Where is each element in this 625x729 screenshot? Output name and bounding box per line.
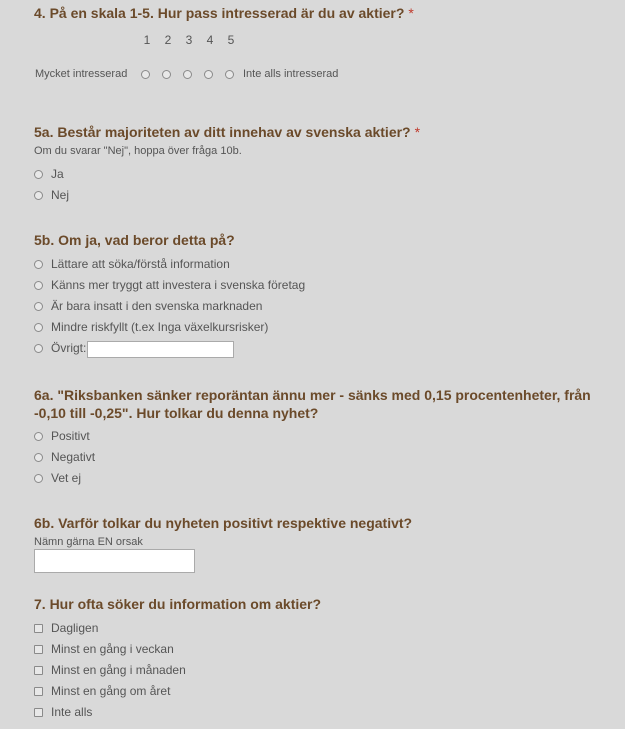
- q5a-required-mark: *: [414, 124, 421, 140]
- radio-button[interactable]: [34, 260, 43, 269]
- q5b-option-3[interactable]: [34, 299, 262, 313]
- q6a-option-vet-ej[interactable]: [34, 471, 81, 485]
- q5a-option-nej[interactable]: [34, 188, 69, 202]
- q6b-title: 6b. Varför tolkar du nyheten positivt respektive negativt?: [34, 515, 413, 531]
- option-label: Är bara insatt i den svenska marknaden: [51, 299, 263, 313]
- q4-left-label: Mycket intresserad: [35, 68, 128, 80]
- q7-option-1[interactable]: [34, 621, 98, 635]
- q5b-other-input[interactable]: [87, 341, 234, 358]
- radio-button[interactable]: [34, 474, 43, 483]
- q4-radio-3[interactable]: [183, 70, 192, 79]
- q4-radio-5[interactable]: [225, 70, 234, 79]
- q4-required-mark: *: [408, 5, 414, 21]
- option-label: Mindre riskfyllt (t.ex Inga växelkursrisker): [51, 320, 269, 334]
- option-label: Känns mer tryggt att investera i svenska företag: [51, 278, 306, 292]
- q5b-option-2[interactable]: [34, 278, 305, 292]
- q4-scale-number-3: 3: [185, 33, 193, 47]
- q4-radio-1[interactable]: [141, 70, 150, 79]
- q6a-title: 6a. "Riksbanken sänker reporäntan ännu mer - sänks med 0,15 procentenheter, från -0,10 till -0,25". Hur tolkar du denna nyhet?: [34, 387, 591, 421]
- radio-button[interactable]: [34, 281, 43, 290]
- q5a-title-text: 5a. Består majoriteten av ditt innehav av svenska aktier?: [34, 124, 411, 140]
- radio-button[interactable]: [34, 302, 43, 311]
- option-label: Ja: [51, 167, 64, 181]
- q6a-option-negativt[interactable]: [34, 450, 95, 464]
- q4-radio-2[interactable]: [162, 70, 171, 79]
- q4-title-text: 4. På en skala 1-5. Hur pass intresserad är du av aktier?: [34, 5, 405, 21]
- q4-title: [34, 4, 414, 22]
- option-label: Inte alls: [51, 705, 93, 719]
- q5b-option-1[interactable]: [34, 257, 230, 271]
- option-label: Negativt: [51, 450, 96, 464]
- q4-radio-4[interactable]: [204, 70, 213, 79]
- q6a-option-positivt[interactable]: [34, 429, 90, 443]
- q7-option-2[interactable]: [34, 642, 174, 656]
- q4-scale-number-2: 2: [164, 33, 172, 47]
- radio-button[interactable]: [34, 170, 43, 179]
- q7-option-5[interactable]: [34, 705, 92, 719]
- option-label: Vet ej: [51, 471, 82, 485]
- q7-option-4[interactable]: [34, 684, 170, 698]
- radio-button[interactable]: [34, 191, 43, 200]
- option-label: Övrigt:: [51, 341, 87, 355]
- option-label: Nej: [51, 188, 70, 202]
- option-label: Lättare att söka/förstå information: [51, 257, 230, 271]
- q5a-help-text: Om du svarar "Nej", hoppa över fråga 10b.: [34, 145, 242, 157]
- option-label: Minst en gång i månaden: [51, 663, 186, 677]
- q5b-option-other[interactable]: [34, 341, 86, 355]
- checkbox[interactable]: [34, 708, 43, 717]
- q5b-title: 5b. Om ja, vad beror detta på?: [34, 232, 235, 248]
- radio-button[interactable]: [34, 323, 43, 332]
- option-label: Minst en gång om året: [51, 684, 171, 698]
- q7-title: 7. Hur ofta söker du information om aktier?: [34, 596, 322, 612]
- checkbox[interactable]: [34, 624, 43, 633]
- q4-right-label: Inte alls intresserad: [243, 68, 339, 80]
- checkbox[interactable]: [34, 666, 43, 675]
- option-label: Positivt: [51, 429, 90, 443]
- q5b-option-4[interactable]: [34, 320, 268, 334]
- option-label: Dagligen: [51, 621, 99, 635]
- q7-option-3[interactable]: [34, 663, 186, 677]
- q6b-help-text: Nämn gärna EN orsak: [34, 536, 143, 548]
- checkbox[interactable]: [34, 687, 43, 696]
- radio-button[interactable]: [34, 432, 43, 441]
- q4-scale-number-1: 1: [143, 33, 151, 47]
- q6b-answer-input[interactable]: [34, 549, 195, 573]
- q4-scale-number-5: 5: [227, 33, 235, 47]
- q4-scale-number-4: 4: [206, 33, 214, 47]
- radio-button[interactable]: [34, 344, 43, 353]
- option-label: Minst en gång i veckan: [51, 642, 174, 656]
- q5a-title: [34, 123, 420, 141]
- q5a-option-ja[interactable]: [34, 167, 64, 181]
- radio-button[interactable]: [34, 453, 43, 462]
- checkbox[interactable]: [34, 645, 43, 654]
